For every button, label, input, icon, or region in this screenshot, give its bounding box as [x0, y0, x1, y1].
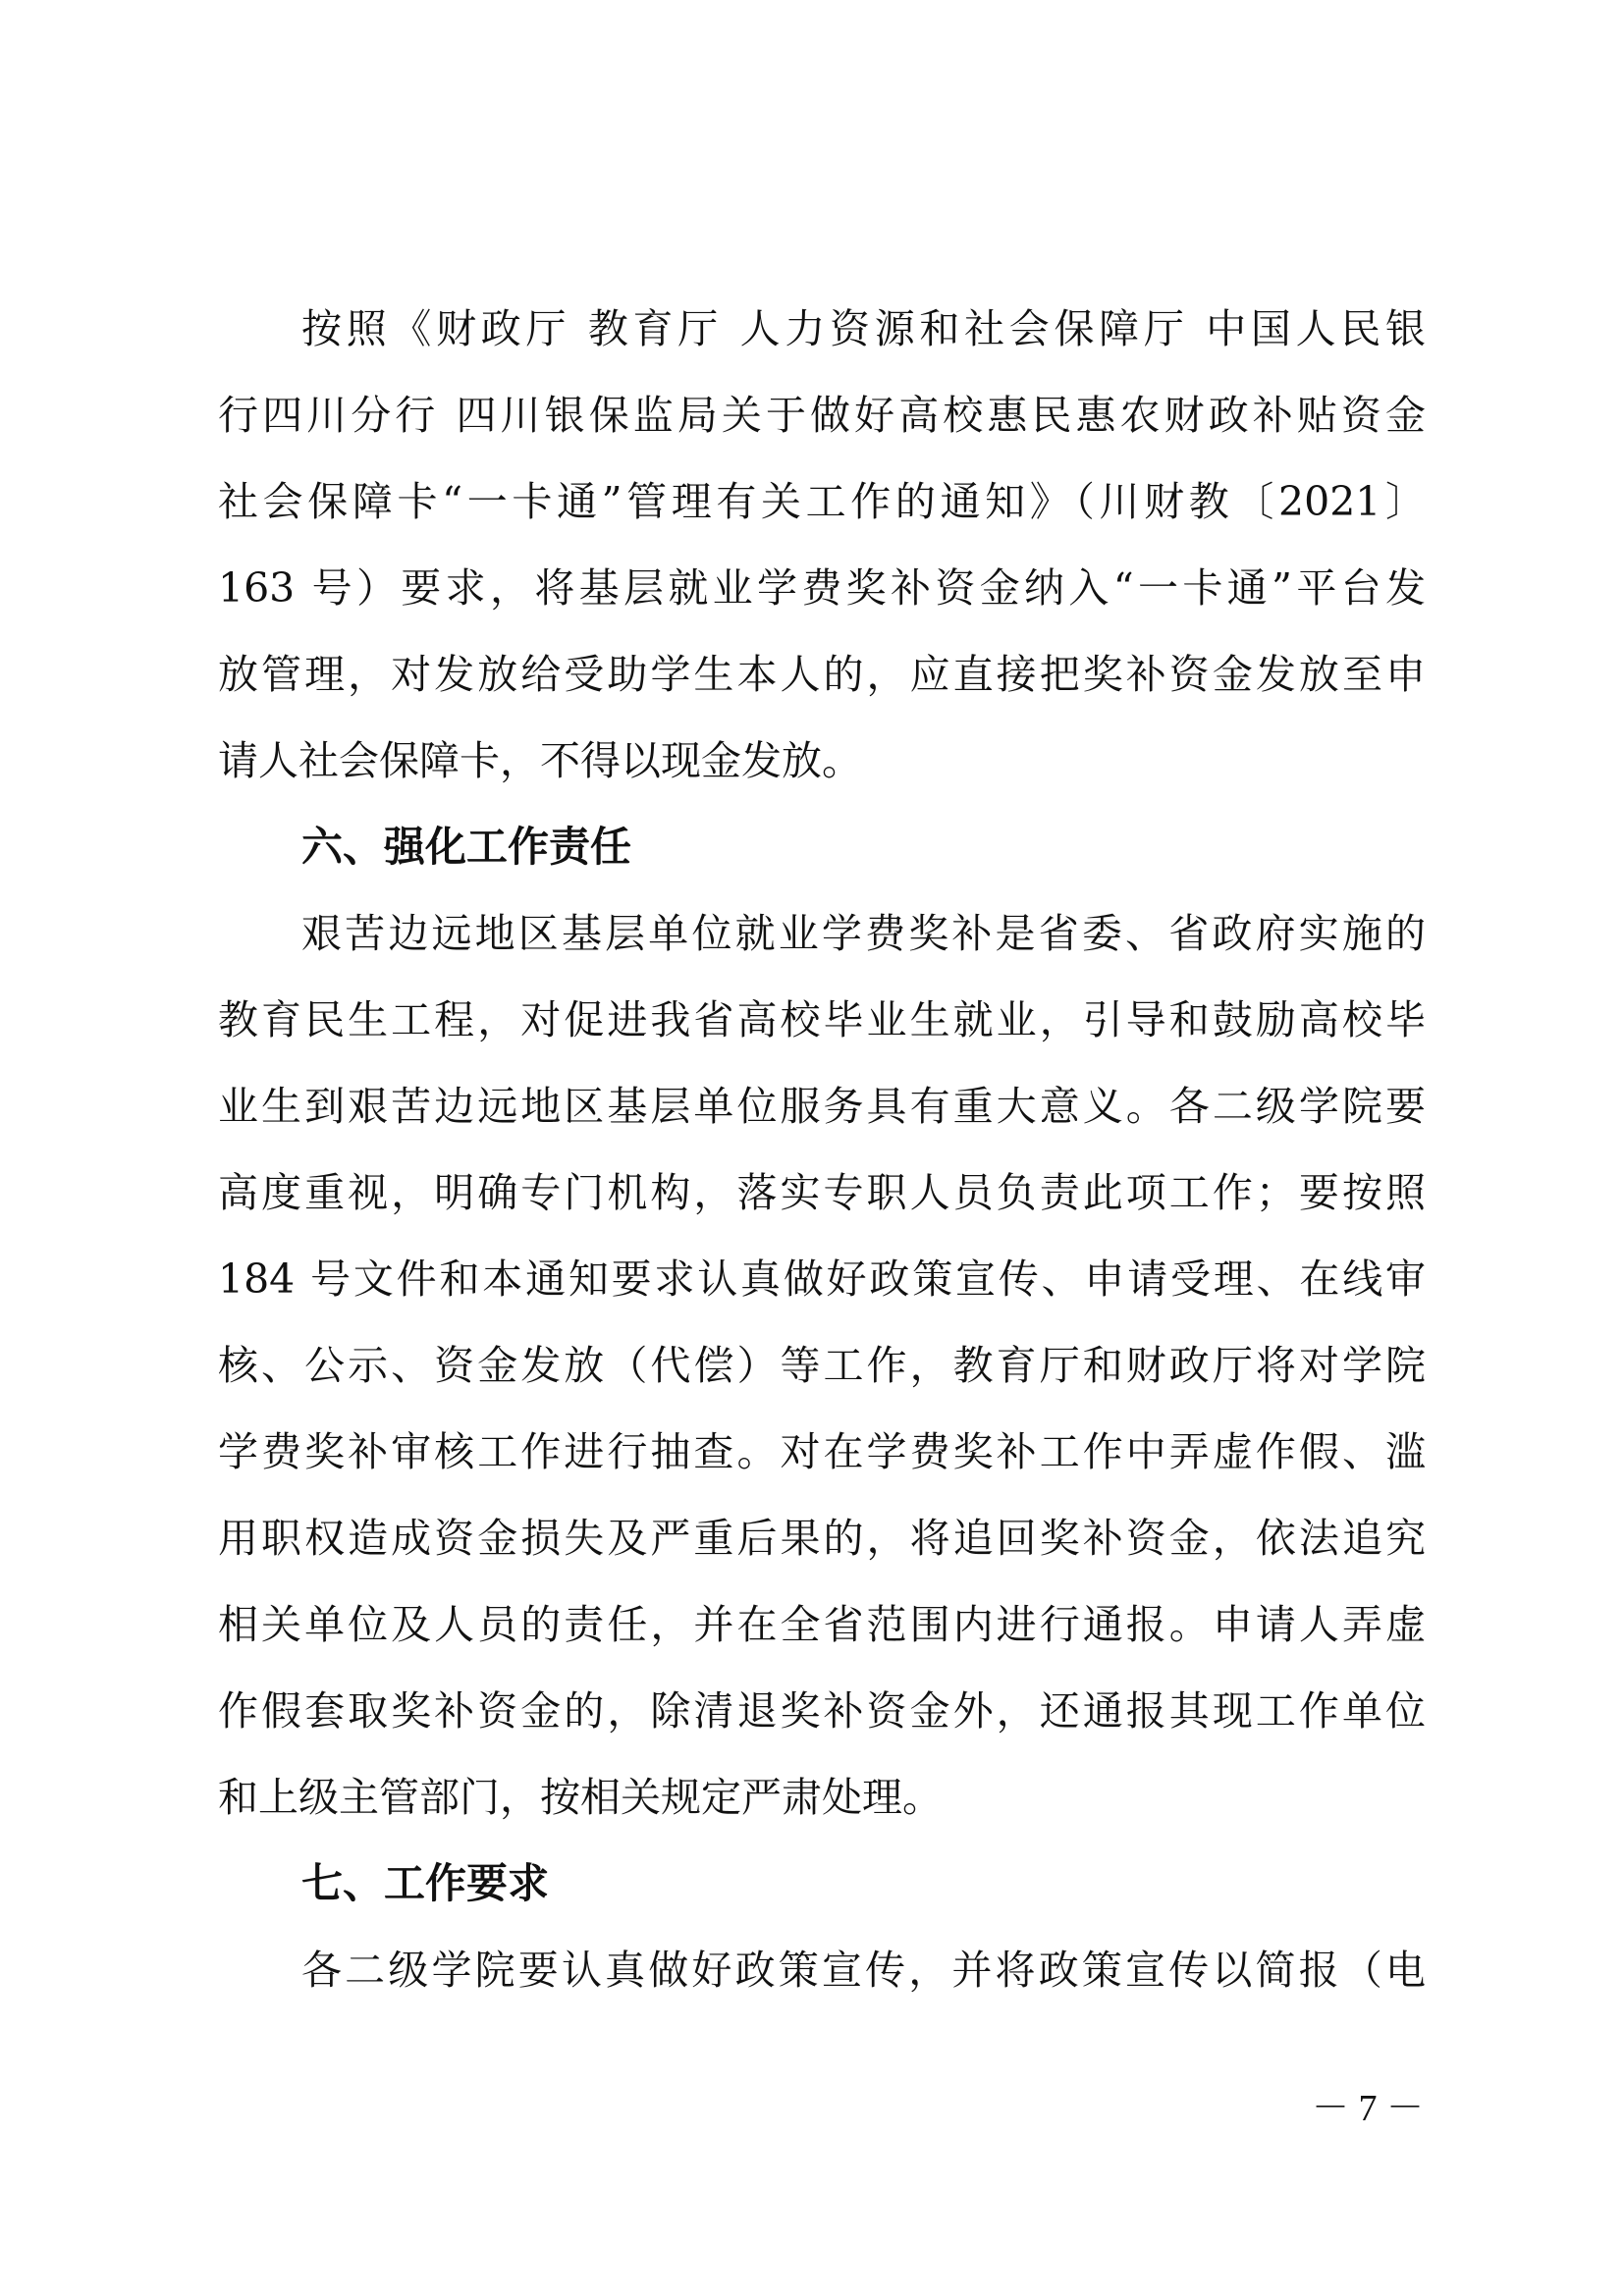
paragraph-1-line-3: 社会保障卡“一卡通”管理有关工作的通知》（川财教〔2021〕 [218, 478, 1426, 525]
paragraph-2-line-11: 和上级主管部门，按相关规定严肃处理。 [218, 1774, 943, 1821]
paragraph-2-line-8: 用职权造成资金损失及严重后果的，将追回奖补资金，依法追究 [218, 1515, 1426, 1562]
paragraph-2-line-10: 作假套取奖补资金的，除清退奖补资金外，还通报其现工作单位 [218, 1687, 1426, 1735]
paragraph-2-line-7: 学费奖补审核工作进行抽查。对在学费奖补工作中弄虚作假、滥 [218, 1428, 1426, 1475]
paragraph-3-line-1: 各二级学院要认真做好政策宣传，并将政策宣传以简报（电 [301, 1947, 1426, 1994]
paragraph-1-line-2: 行四川分行 四川银保监局关于做好高校惠民惠农财政补贴资金 [218, 392, 1426, 439]
paragraph-2-line-9: 相关单位及人员的责任，并在全省范围内进行通报。申请人弄虚 [218, 1601, 1426, 1648]
paragraph-2-line-2: 教育民生工程，对促进我省高校毕业生就业，引导和鼓励高校毕 [218, 996, 1426, 1043]
paragraph-2-line-4: 高度重视，明确专门机构，落实专职人员负责此项工作；要按照 [218, 1169, 1426, 1216]
section-heading-7: 七、工作要求 [301, 1859, 550, 1907]
paragraph-2-line-1: 艰苦边远地区基层单位就业学费奖补是省委、省政府实施的 [301, 910, 1426, 957]
paragraph-1-line-6: 请人社会保障卡，不得以现金发放。 [218, 737, 862, 784]
paragraph-1-line-4: 163 号）要求，将基层就业学费奖补资金纳入“一卡通”平台发 [218, 564, 1426, 612]
paragraph-2-line-6: 核、公示、资金发放（代偿）等工作，教育厅和财政厅将对学院 [218, 1342, 1426, 1389]
paragraph-1-line-1: 按照《财政厅 教育厅 人力资源和社会保障厅 中国人民银 [301, 305, 1426, 352]
page-number: － 7 － [1311, 2088, 1424, 2129]
paragraph-2-line-5: 184 号文件和本通知要求认真做好政策宣传、申请受理、在线审 [218, 1255, 1426, 1303]
paragraph-1-line-5: 放管理，对发放给受助学生本人的，应直接把奖补资金发放至申 [218, 651, 1426, 698]
section-heading-6: 六、强化工作责任 [301, 823, 632, 871]
paragraph-2-line-3: 业生到艰苦边远地区基层单位服务具有重大意义。各二级学院要 [218, 1083, 1426, 1130]
